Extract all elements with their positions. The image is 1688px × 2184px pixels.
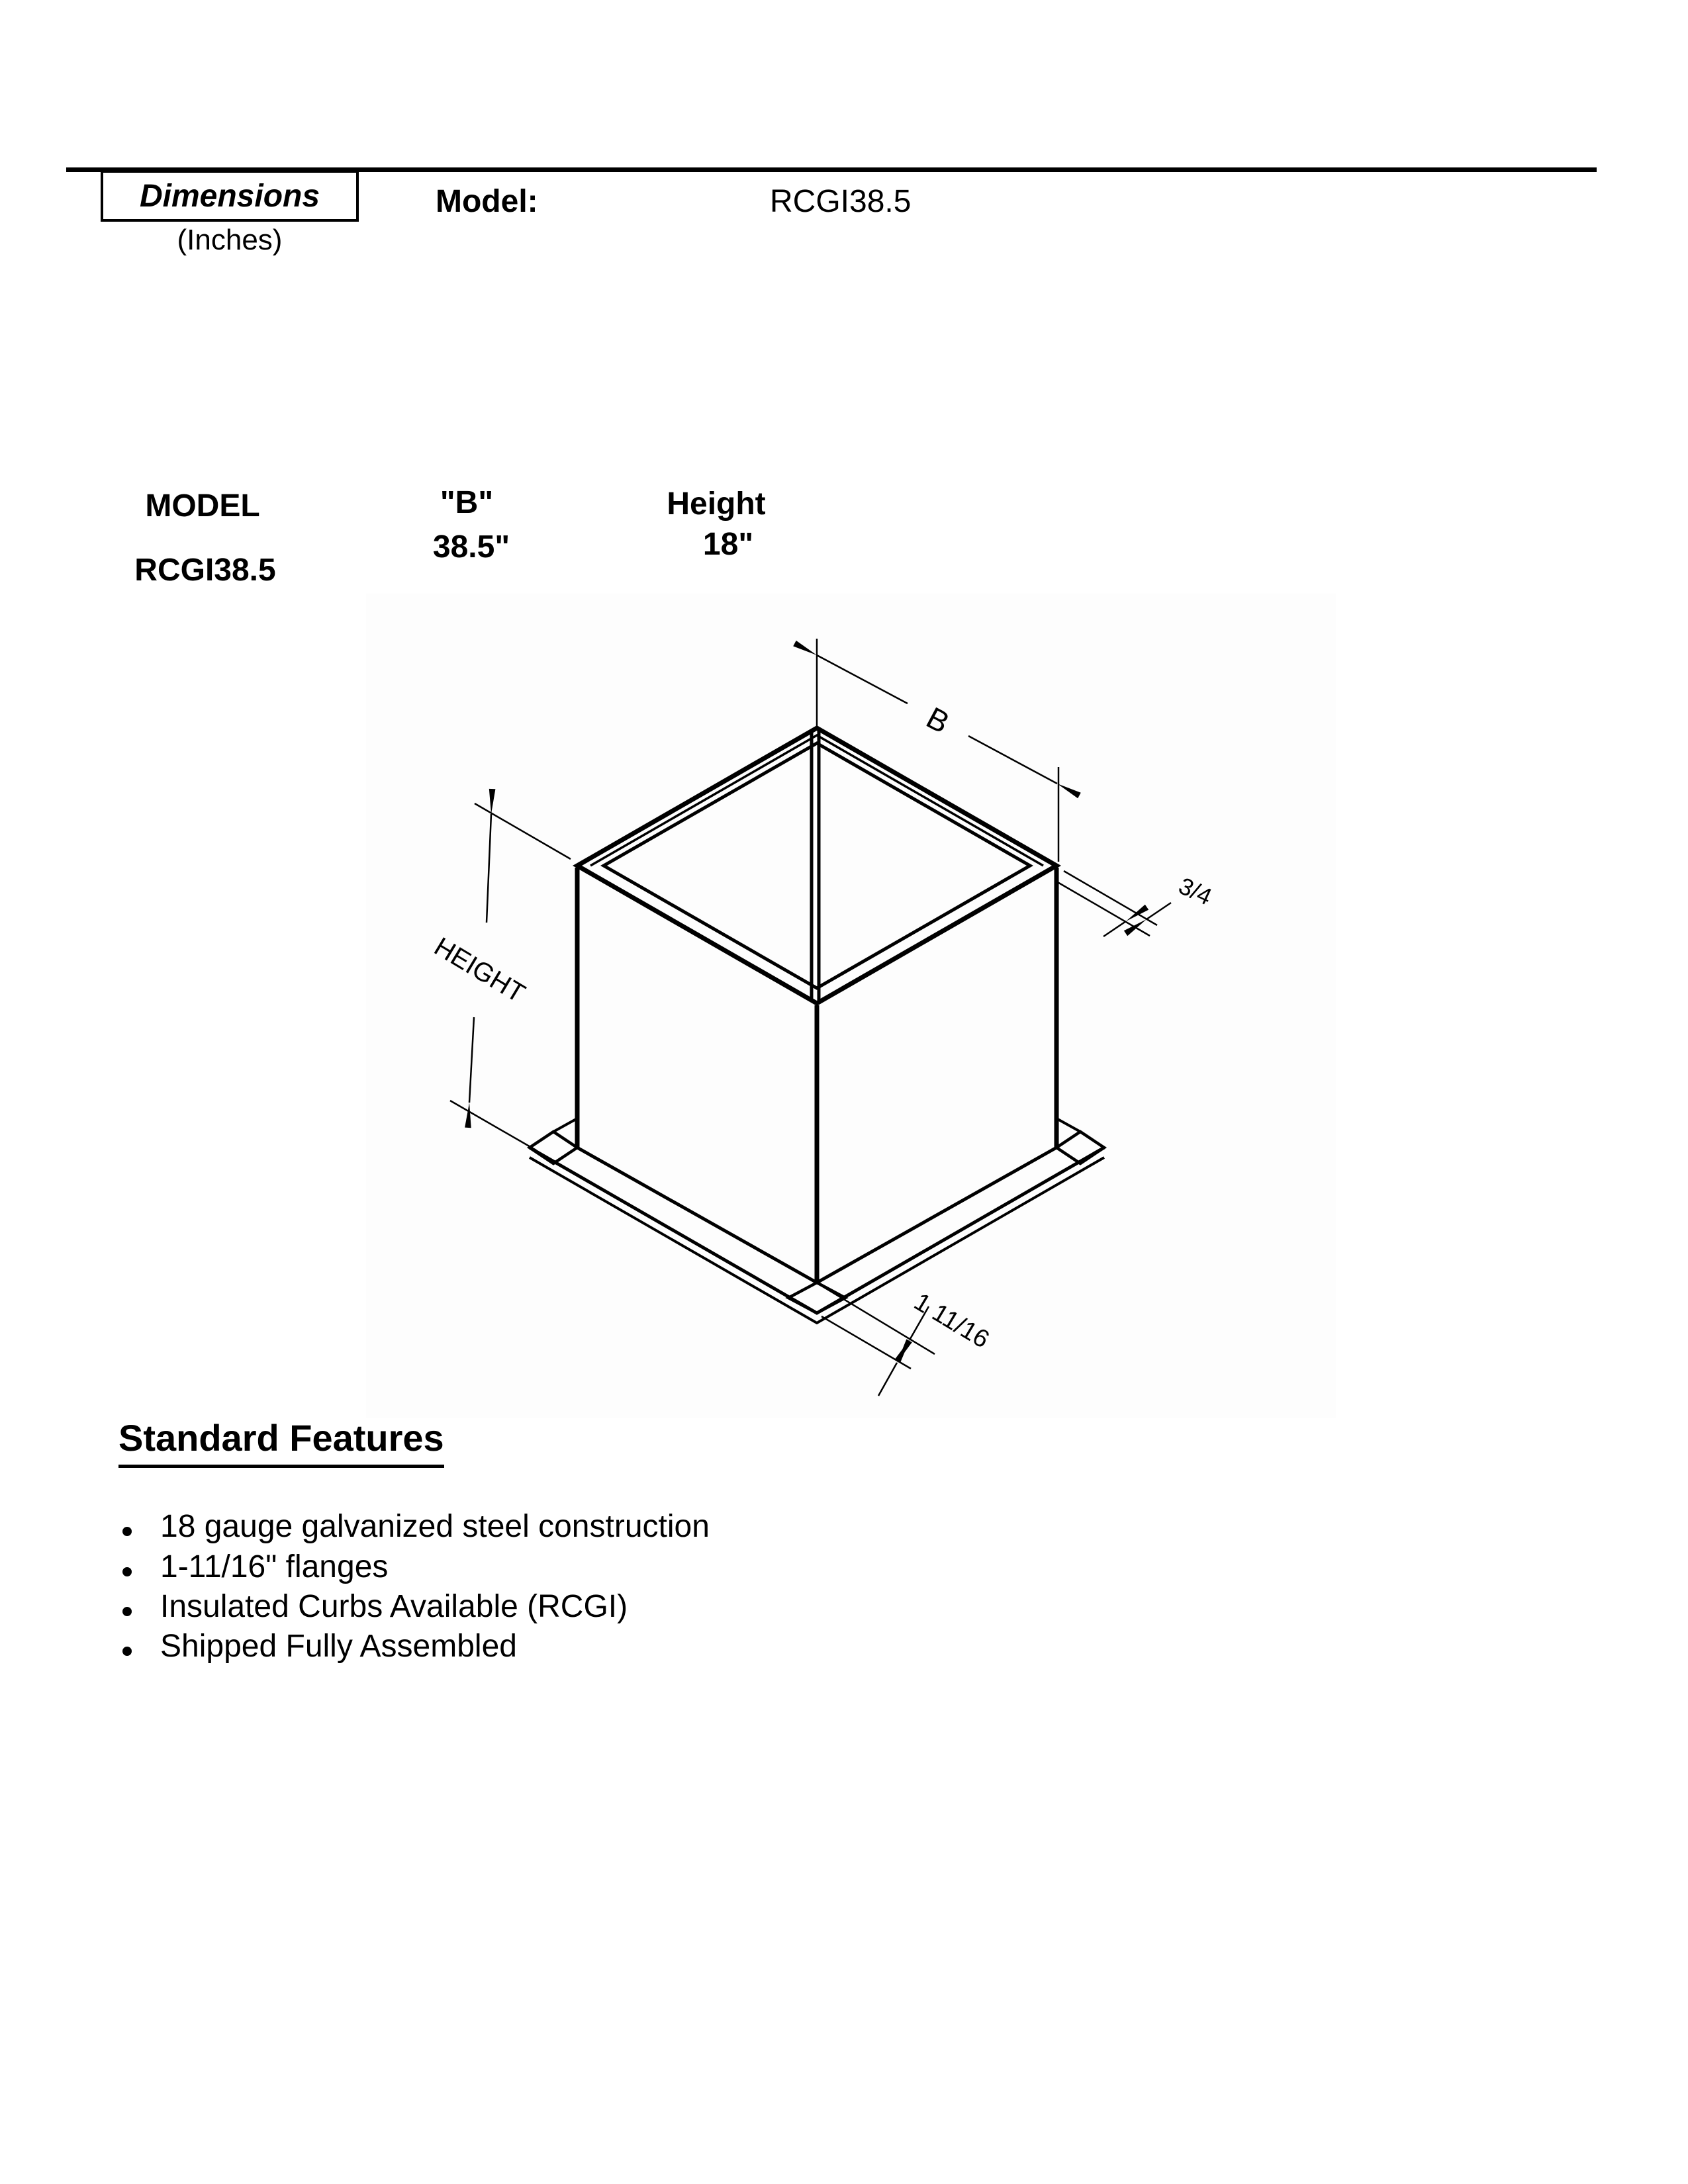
spec-height-value: 18" [702,527,754,562]
flange-width-dimension [820,1285,994,1396]
curb-walls [577,868,1056,1283]
rim-thickness-dimension [1056,871,1216,936]
features-title: Standard Features [118,1416,444,1468]
isometric-curb-drawing [366,594,1336,1418]
flange-width-label: 1 11/16 [909,1287,994,1354]
spec-model-header: MODEL [145,488,260,523]
bullet-icon [122,1607,132,1616]
feature-item: 18 gauge galvanized steel construction [160,1509,710,1544]
b-label: B [921,700,955,741]
feature-item: Shipped Fully Assembled [160,1629,517,1664]
model-value: RCGI38.5 [770,184,912,219]
curb-top-rim [577,728,1056,1003]
bullet-icon [122,1527,132,1536]
height-label: HEIGHT [429,932,530,1009]
dimensions-title: Dimensions [139,178,320,214]
spec-b-header: "B" [440,485,494,520]
feature-item: Insulated Curbs Available (RCGI) [160,1589,628,1624]
dimensions-box [101,170,359,222]
spec-height-header: Height [667,486,766,522]
rim-thickness-label: 3/4 [1174,872,1217,911]
model-label: Model: [436,184,538,219]
bullet-icon [122,1567,132,1576]
feature-item: 1-11/16" flanges [160,1549,389,1584]
spec-b-value: 38.5" [432,529,510,565]
spec-model-value: RCGI38.5 [134,553,276,588]
height-dimension [429,803,571,1150]
units-label: (Inches) [177,224,283,256]
bullet-icon [122,1647,132,1656]
